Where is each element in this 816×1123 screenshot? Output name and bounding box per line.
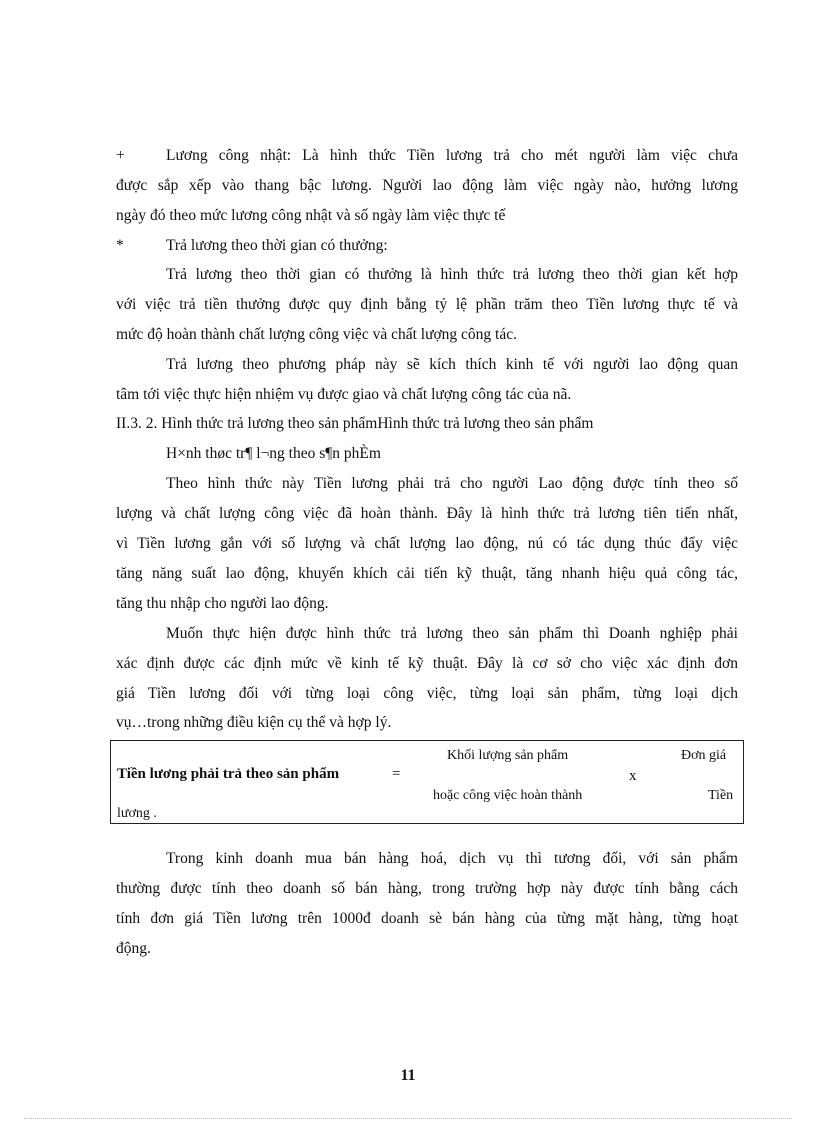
subheading: Trả lương theo thời gian có thưởng:	[166, 237, 388, 254]
text-line: Trong kinh doanh mua bán hàng hoá, dịch vụ thì tương đối, với sản phẩm	[166, 850, 738, 867]
formula-denominator: hoặc công việc hoàn thành	[433, 788, 583, 803]
text-line: thường được tính theo doanh số bán hàng, trong trường hợp này được tính bằng cách	[116, 880, 738, 897]
text-line: lượng và chất lượng công việc đã hoàn thành. Đây là hình thức trả lương tiên tiến nhất,	[116, 505, 738, 522]
text-line: được sắp xếp vào thang bậc lương. Người lao động làm việc ngày nào, hưởng lương	[116, 177, 738, 194]
formula-box	[110, 740, 744, 824]
formula-left: Tiền lương phải trả theo sản phẩm	[117, 766, 340, 782]
text-line: Muốn thực hiện được hình thức trả lương theo sản phẩm thì Doanh nghiệp phải	[166, 625, 738, 642]
text-line: Trả lương theo thời gian có thưởng là hình thức trả lương theo thời gian kết hợp	[166, 266, 738, 283]
bullet-star: *	[116, 237, 124, 254]
formula-unit-price-2: Tiền	[708, 788, 734, 803]
text-line: Lương công nhật: Là hình thức Tiền lương trả cho mét người làm việc chưa	[166, 147, 738, 164]
text-line: động.	[116, 940, 151, 957]
text-line: tính đơn giá Tiền lương trên 1000đ doanh sè bán hàng của từng mặt hàng, từng hoạt	[116, 910, 738, 927]
text-line: giá Tiền lương đối với từng loại công việc, từng loại sản phẩm, từng loại dịch	[116, 685, 738, 702]
text-line: xác định được các định mức về kinh tế kỹ thuật. Đây là cơ sở cho việc xác định đơn	[116, 655, 738, 672]
text-line: vì Tiền lương gắn với số lượng và chất lượng lao động, nú có tác dụng thúc đẩy việc	[116, 535, 738, 552]
text-line: mức độ hoàn thành chất lượng công việc và chất lượng công tác.	[116, 326, 517, 343]
footer-divider	[24, 1118, 792, 1119]
formula-unit-price: Đơn giá	[681, 748, 727, 763]
text-line: tăng thu nhập cho người lao động.	[116, 595, 329, 612]
text-line: Trả lương theo phương pháp này sẽ kích thích kinh tế với người lao động quan	[166, 356, 738, 373]
section-heading: II.3. 2. Hình thức trả lương theo sản phẩmHình thức trả lương theo sản phẩm	[116, 415, 594, 432]
text-line: Theo hình thức này Tiền lương phải trả cho người Lao động được tính theo số	[166, 475, 738, 492]
text-line: tăng năng suất lao động, khuyến khích cải tiến kỹ thuật, tăng nhanh hiệu quả công tác,	[116, 565, 738, 582]
text-line: với việc trả tiền thưởng được quy định bằng tỷ lệ phần trăm theo Tiền lương thực tế và	[116, 296, 738, 313]
formula-tail: lương .	[117, 806, 157, 821]
formula-times: x	[629, 768, 637, 784]
formula-equals: =	[392, 766, 401, 782]
text-line: ngày đó theo mức lương công nhật và số ngày làm việc thực tế	[116, 207, 506, 224]
garbled-heading: H×nh thøc tr¶ l¬ng theo s¶n phÈm	[166, 445, 381, 462]
formula-numerator: Khối lượng sản phẩm	[447, 748, 569, 763]
page-number: 11	[400, 1067, 416, 1084]
bullet-plus: +	[116, 147, 125, 164]
text-line: tâm tới việc thực hiện nhiệm vụ được giao và chất lượng công tác của nã.	[116, 386, 572, 403]
text-line: vụ…trong những điều kiện cụ thể và hợp lý.	[116, 714, 392, 731]
